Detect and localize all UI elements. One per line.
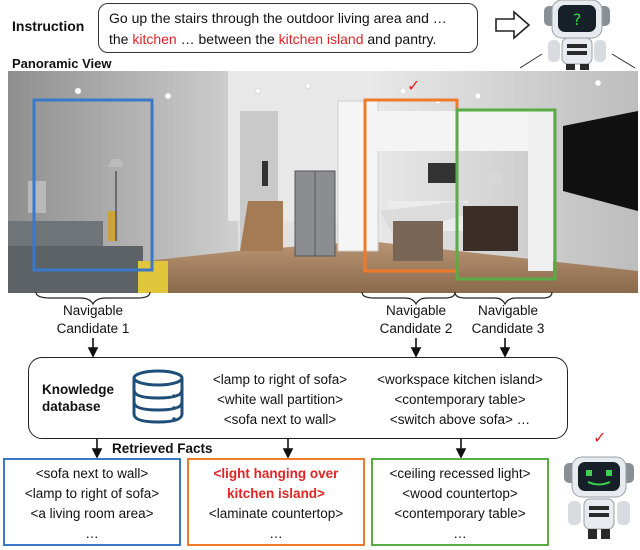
kb-column-1 [200,370,360,430]
checkmark-icon: ✓ [593,428,607,447]
kb-fact: <lamp to right of sofa> [212,372,348,387]
robot-agent-icon [520,0,635,70]
candidate-2-label [366,302,466,338]
retrieved-facts-label: Retrieved Facts [112,441,213,456]
instruction-text: and pantry. [363,31,437,47]
candidate-3-label [458,302,558,338]
robot-agent-icon [560,455,638,547]
candidate-label-line: Navigable [477,303,539,318]
instruction-keyword-kitchen: kitchen [132,31,177,47]
instruction-line-1: Go up the stairs through the outdoor living area and … [109,10,447,26]
kb-fact: <sofa next to wall> [223,412,337,427]
knowledge-database-title [42,381,114,415]
retrieved-facts-candidate-3 [371,458,549,546]
instruction-box [98,3,478,53]
candidate-1-label [43,302,143,338]
instruction-text: … between the [176,31,279,47]
fact-item-highlight: <light hanging over [213,466,339,481]
candidate-label-line: Candidate 3 [471,321,545,336]
instruction-label: Instruction [12,18,85,34]
retrieved-facts-candidate-2 [187,458,365,546]
retrieved-facts-candidate-1 [3,458,181,546]
candidate-label-line: Candidate 2 [379,321,453,336]
fact-item: <laminate countertop> [208,506,344,521]
panoramic-view-label: Panoramic View [12,56,112,71]
kb-fact: <contemporary table> [394,392,526,407]
fact-item: <a living room area> [30,506,154,521]
fact-item-highlight: kitchen island> [227,486,325,501]
candidate-label-line: Navigable [62,303,124,318]
kb-title-line: Knowledge [42,382,115,397]
instruction-keyword-kitchen-island: kitchen island [278,31,364,47]
fact-item: <sofa next to wall> [35,466,149,481]
kb-fact: <white wall partition> [216,392,344,407]
fact-item: … [269,526,283,541]
fact-item: … [453,526,467,541]
kb-title-line: database [42,399,101,414]
kb-fact: <switch above sofa> … [389,412,531,427]
fact-item: <lamp to right of sofa> [24,486,160,501]
fact-item: <ceiling recessed light> [389,466,531,481]
checkmark-icon: ✓ [407,76,421,95]
database-icon [130,368,186,426]
candidate-label-line: Candidate 1 [56,321,130,336]
fact-item: <wood countertop> [402,486,518,501]
svg-text:?: ? [572,10,582,29]
retrieval-arrows [0,438,640,460]
instruction-line-2 [109,29,467,50]
kb-column-2 [362,370,558,430]
fact-item: <contemporary table> [394,506,526,521]
kb-fact: <workspace kitchen island> [377,372,543,387]
panoramic-view-image [8,71,638,293]
instruction-text: the [109,31,133,47]
fact-item: … [85,526,99,541]
candidate-label-line: Navigable [385,303,447,318]
